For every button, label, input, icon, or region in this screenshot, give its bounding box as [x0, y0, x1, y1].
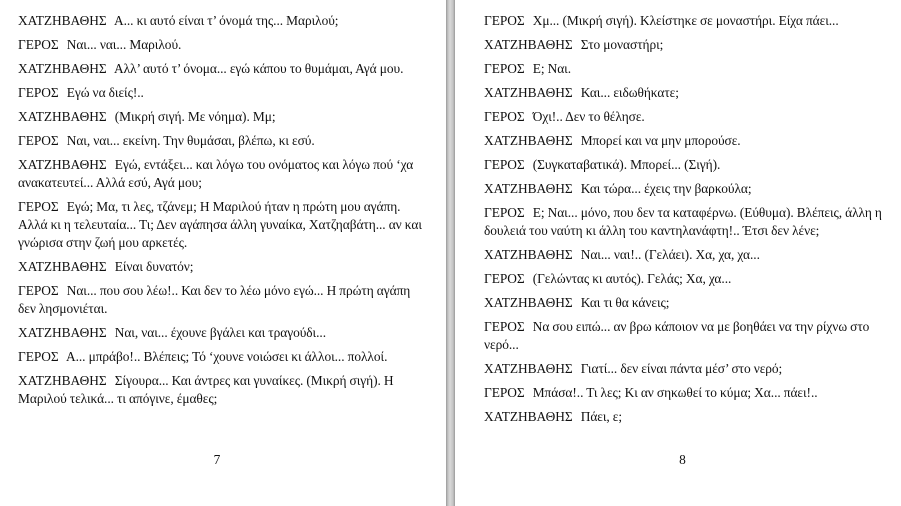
speaker-name: ΓΕΡΟΣ [484, 13, 525, 28]
line-text: Όχι!.. Δεν το θέλησε. [532, 109, 645, 124]
line-text: Χμ... (Μικρή σιγή). Κλείστηκε σε μοναστήρι. Είχα πάει... [532, 13, 839, 28]
dialogue-line [484, 270, 889, 288]
line-text: (Συγκαταβατικά). Μπορεί... (Σιγή). [532, 157, 721, 172]
dialogue-line [484, 156, 889, 174]
dialogue-line [484, 318, 889, 354]
speaker-name: ΧΑΤΖΗΒΑΘΗΣ [484, 37, 573, 52]
speaker-name: ΧΑΤΖΗΒΑΘΗΣ [484, 295, 573, 310]
speaker-name: ΓΕΡΟΣ [484, 157, 525, 172]
line-text: Ναι... ναι... Μαριλού. [66, 37, 182, 52]
dialogue-line [18, 198, 430, 252]
line-text: Εγώ να διείς!.. [66, 85, 144, 100]
speaker-name: ΓΕΡΟΣ [484, 109, 525, 124]
line-text: Μπορεί και να μην μπορούσε. [580, 133, 741, 148]
dialogue-line [484, 60, 889, 78]
speaker-name: ΓΕΡΟΣ [484, 271, 525, 286]
line-text: Εγώ; Μα, τι λες, τζάνεμ; Η Μαριλού ήταν η πρώτη μου αγάπη. Αλλά κι η τελευταία... Τι; Δεν αγάπησα άλλη γυναίκα, Χατζηαβάτη... αν και γνώρισα στην ζωή μου αρκετές. [18, 199, 422, 250]
dialogue-list [484, 12, 889, 426]
line-text: Είναι δυνατόν; [114, 259, 194, 274]
page-number: 7 [213, 452, 221, 467]
speaker-name: ΧΑΤΖΗΒΑΘΗΣ [484, 133, 573, 148]
line-text: Αλλ’ αυτό τ’ όνομα... εγώ κάπου το θυμάμαι, Αγά μου. [113, 61, 404, 76]
speaker-name: ΧΑΤΖΗΒΑΘΗΣ [18, 109, 107, 124]
dialogue-line [484, 294, 889, 312]
dialogue-line [18, 348, 430, 366]
page-number: 8 [679, 452, 686, 467]
speaker-name: ΓΕΡΟΣ [18, 85, 59, 100]
dialogue-line [484, 108, 889, 126]
speaker-name: ΧΑΤΖΗΒΑΘΗΣ [484, 247, 573, 262]
dialogue-line [484, 384, 889, 402]
line-text: Ναι... που σου λέω!.. Και δεν το λέω μόνο εγώ... Η πρώτη αγάπη δεν λησμονιέται. [18, 283, 411, 316]
line-text: Και τώρα... έχεις την βαρκούλα; [580, 181, 752, 196]
speaker-name: ΧΑΤΖΗΒΑΘΗΣ [18, 259, 107, 274]
line-text: Ε; Ναι... μόνο, που δεν τα καταφέρνω. (Εύθυμα). Βλέπεις, άλλη η δουλειά του ναύτη κι άλλη του καντηλανάφτη!.. Έτσι δεν λένε; [484, 205, 882, 238]
speaker-name: ΓΕΡΟΣ [18, 349, 59, 364]
line-text: Γιατί... δεν είναι πάντα μέσ’ στο νερό; [580, 361, 783, 376]
dialogue-line [484, 36, 889, 54]
speaker-name: ΓΕΡΟΣ [484, 385, 525, 400]
speaker-name: ΓΕΡΟΣ [484, 319, 525, 334]
page-gutter [446, 0, 455, 506]
line-text: Α... κι αυτό είναι τ’ όνομά της... Μαριλού; [113, 13, 339, 28]
speaker-name: ΧΑΤΖΗΒΑΘΗΣ [18, 325, 107, 340]
line-text: Α... μπράβο!.. Βλέπεις; Τό ‘χουνε νοιώσει κι άλλοι... πολλοί. [65, 349, 388, 364]
speaker-name: ΓΕΡΟΣ [18, 283, 59, 298]
line-text: Ναι, ναι... έχουνε βγάλει και τραγούδι... [114, 325, 327, 340]
speaker-name: ΧΑΤΖΗΒΑΘΗΣ [18, 13, 107, 28]
dialogue-line [18, 12, 430, 30]
line-text: Να σου ειπώ... αν βρω κάποιον να με βοηθάει να την ρίχνω στο νερό... [484, 319, 870, 352]
line-text: Ναι... ναι!.. (Γελάει). Χα, χα, χα... [580, 247, 760, 262]
page-left [0, 0, 446, 506]
line-text: Και... ειδωθήκατε; [580, 85, 679, 100]
line-text: Ναι, ναι... εκείνη. Την θυμάσαι, βλέπω, κι εσύ. [66, 133, 315, 148]
speaker-name: ΧΑΤΖΗΒΑΘΗΣ [484, 361, 573, 376]
line-text: Και τι θα κάνεις; [580, 295, 670, 310]
speaker-name: ΧΑΤΖΗΒΑΘΗΣ [18, 157, 107, 172]
page-right [455, 0, 901, 506]
dialogue-line [484, 12, 889, 30]
speaker-name: ΧΑΤΖΗΒΑΘΗΣ [18, 373, 107, 388]
dialogue-line [484, 180, 889, 198]
speaker-name: ΓΕΡΟΣ [18, 199, 59, 214]
dialogue-line [18, 108, 430, 126]
speaker-name: ΧΑΤΖΗΒΑΘΗΣ [18, 61, 107, 76]
dialogue-line [18, 258, 430, 276]
line-text: (Μικρή σιγή. Με νόημα). Μμ; [114, 109, 276, 124]
speaker-name: ΓΕΡΟΣ [484, 61, 525, 76]
line-text: Ε; Ναι. [532, 61, 572, 76]
speaker-name: ΓΕΡΟΣ [18, 133, 59, 148]
speaker-name: ΓΕΡΟΣ [484, 205, 525, 220]
speaker-name: ΧΑΤΖΗΒΑΘΗΣ [484, 409, 573, 424]
dialogue-line [18, 132, 430, 150]
line-text: (Γελώντας κι αυτός). Γελάς; Χα, χα... [532, 271, 732, 286]
dialogue-line [18, 282, 430, 318]
line-text: Σίγουρα... Και άντρες και γυναίκες. (Μικρή σιγή). Η Μαριλού τελικά... τι απόγινε, έμαθες; [18, 373, 394, 406]
line-text: Μπάσα!.. Τι λες; Κι αν σηκωθεί το κύμα; Χα... πάει!.. [532, 385, 818, 400]
dialogue-line [18, 324, 430, 342]
line-text: Εγώ, εντάξει... και λόγω του ονόματος και λόγω πού ‘χα ανακατευτεί... Αλλά εσύ, Αγά μου; [18, 157, 414, 190]
dialogue-line [18, 60, 430, 78]
speaker-name: ΧΑΤΖΗΒΑΘΗΣ [484, 181, 573, 196]
dialogue-line [484, 408, 889, 426]
line-text: Στο μοναστήρι; [580, 37, 664, 52]
dialogue-line [18, 84, 430, 102]
dialogue-line [484, 84, 889, 102]
dialogue-line [484, 132, 889, 150]
line-text: Πάει, ε; [580, 409, 623, 424]
speaker-name: ΧΑΤΖΗΒΑΘΗΣ [484, 85, 573, 100]
dialogue-list [18, 12, 430, 408]
dialogue-line [484, 204, 889, 240]
dialogue-line [484, 360, 889, 378]
dialogue-line [484, 246, 889, 264]
dialogue-line [18, 372, 430, 408]
speaker-name: ΓΕΡΟΣ [18, 37, 59, 52]
dialogue-line [18, 156, 430, 192]
dialogue-line [18, 36, 430, 54]
